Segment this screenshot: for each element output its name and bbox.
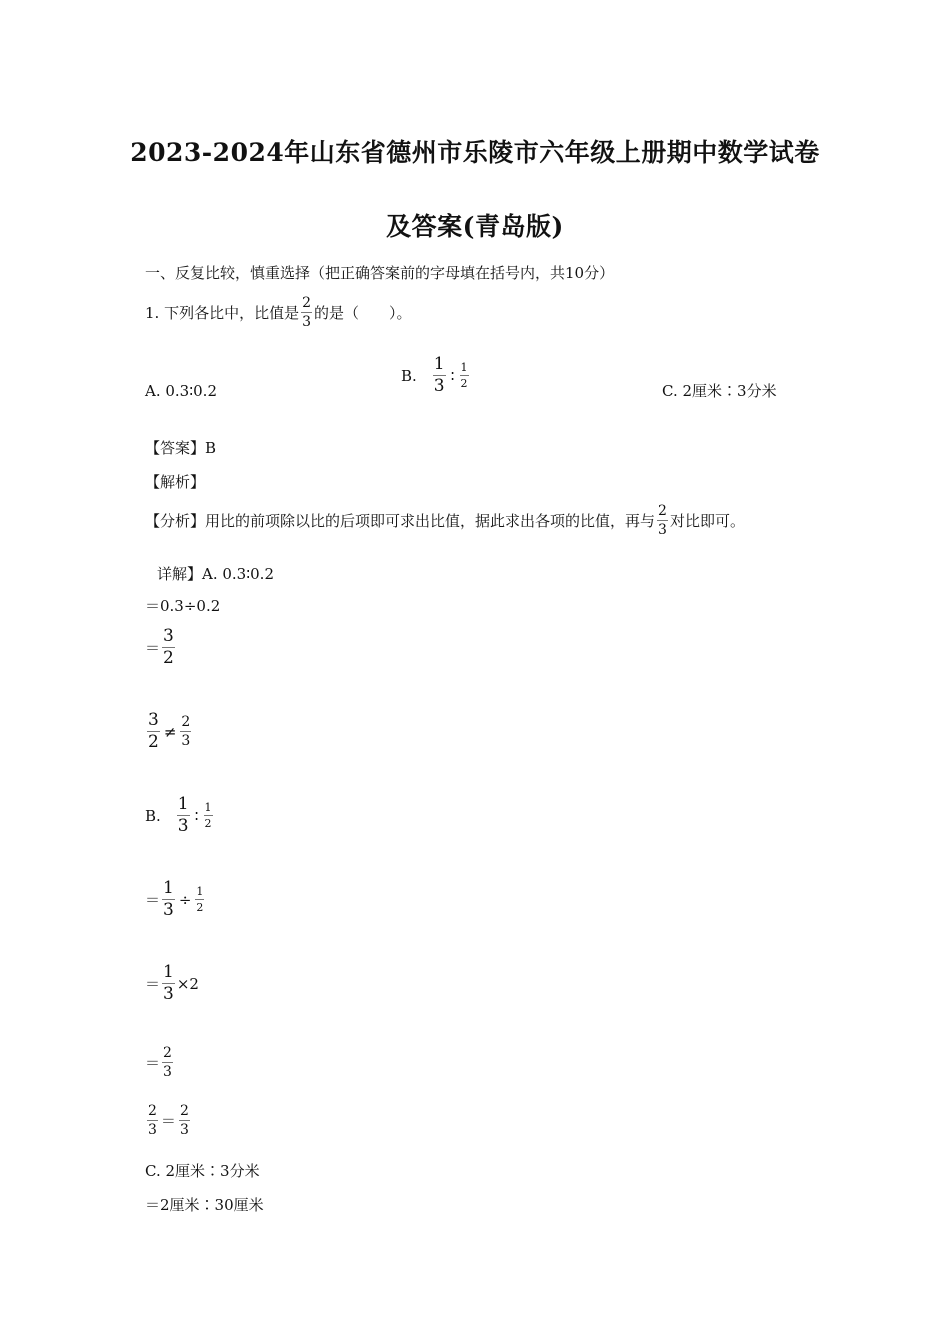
fraction-one-third: $\frac{1}{3}$ [163,962,174,1004]
document-title-line2: 及答案(青岛版) [386,212,564,241]
fraction-two-thirds: $\frac{2}{3}$ [148,1103,157,1138]
answer-line: 【答案】B [145,439,217,457]
question-1 [145,296,412,329]
fraction-three-halves: $\frac{3}{2}$ [148,710,159,752]
detail-b-compare: $\frac{2}{3}$ ＝ $\frac{2}{3}$ [148,1103,189,1138]
fraction-one-third: $\frac{1}{3}$ [163,878,174,920]
fraction-one-half: $\frac{1}{2}$ [204,801,212,830]
detail-c-step1: ＝2厘米∶30厘米 [145,1196,264,1214]
detail-a-compare: $\frac{3}{2}$ ≠ $\frac{2}{3}$ [148,710,191,752]
analysis-text: 【分析】用比的前项除以比的后项即可求出比值，据此求出各项的比值，再与 $\frac{2}{3}$ 对比即可。 [145,503,745,538]
fraction-two-thirds: $\frac{2}{3}$ [302,295,312,330]
analysis-label: 【解析】 [145,473,206,491]
fraction-two-thirds: $\frac{2}{3}$ [179,1103,189,1138]
option-b-label: B. [401,366,417,385]
fraction-one-third: $\frac{1}{3}$ [433,354,445,396]
detail-a-step2: ＝ $\frac{3}{2}$ [145,626,174,668]
detail-b-step2: ＝ $\frac{1}{3}$ ×2 [145,962,199,1004]
detail-b-step3: ＝ $\frac{2}{3}$ [145,1045,172,1080]
option-b [401,356,471,395]
fraction-two-thirds: $\frac{2}{3}$ [163,1045,172,1080]
detail-c: C. 2厘米∶3分米 [145,1162,260,1180]
option-c: C. 2厘米∶3分米 [662,382,777,400]
fraction-two-thirds: $\frac{2}{3}$ [181,714,191,749]
detail-b-step1: ＝ $\frac{1}{3}$ ÷ $\frac{1}{2}$ [145,878,204,920]
fraction-one-half: $\frac{1}{2}$ [460,361,468,390]
detail-a: 详解】A. 0.3∶0.2 [157,565,274,583]
question-1-suffix: 的是（ ）。 [314,303,412,322]
option-a: A. 0.3∶0.2 [145,382,217,400]
fraction-three-halves: $\frac{3}{2}$ [163,626,174,668]
ratio-colon: ∶ [450,366,455,385]
fraction-one-half: $\frac{1}{2}$ [196,885,204,914]
section-heading: 一、反复比较，慎重选择（把正确答案前的字母填在括号内，共10分） [145,264,615,282]
detail-a-step1: ＝0.3÷0.2 [145,597,221,615]
fraction-two-thirds: $\frac{2}{3}$ [658,503,667,538]
fraction-one-third: $\frac{1}{3}$ [177,794,189,836]
document-title-line1: 2023-2024年山东省德州市乐陵市六年级上册期中数学试卷 [130,138,820,167]
question-1-prefix: 1. 下列各比中，比值是 [145,303,300,322]
detail-b: B. $\frac{1}{3}$ ∶ $\frac{1}{2}$ [145,794,212,836]
